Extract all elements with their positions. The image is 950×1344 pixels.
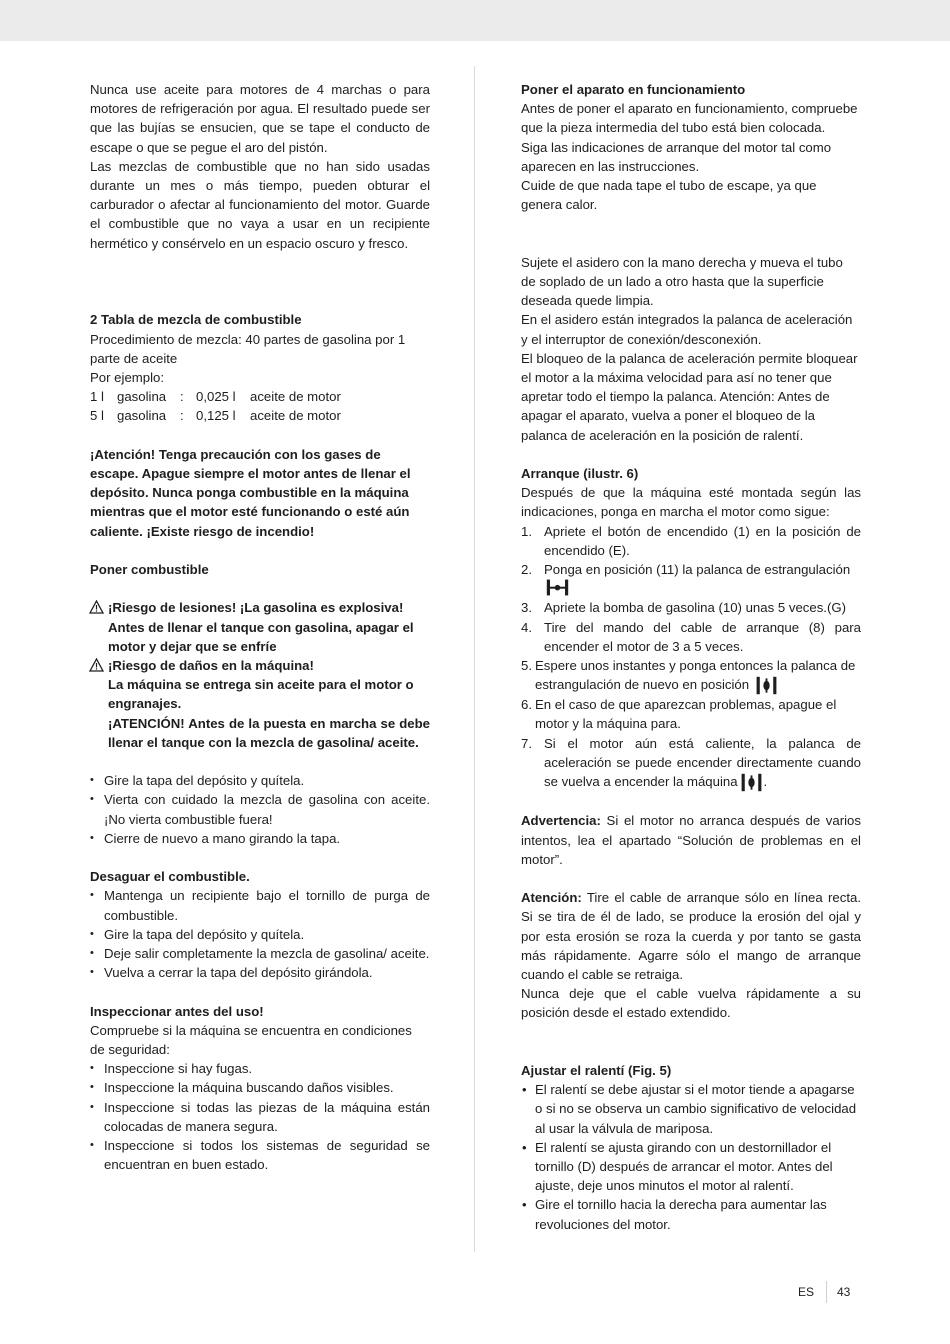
ralenti-heading: Ajustar el ralentí (Fig. 5)	[521, 1062, 672, 1078]
atencion-paragraph: Atención: Tire el cable de arranque sólo en línea recta. Si se tira de él de lado, se produce la erosión del ojal y por esta erosión se roza la cuerda y por tanto se gasta más rápidamente. Agarre sólo el mango de arranque cuando el cable se retraiga.	[521, 890, 861, 982]
inspect-steps	[90, 1059, 430, 1174]
left-column	[90, 80, 430, 1174]
list-item: • Gire la tapa del depósito y quítela.	[90, 925, 430, 944]
mix-example: Por ejemplo:	[90, 370, 165, 386]
list-item: 7. Si el motor aún está caliente, la palanca de aceleración se puede encender directamente cuando se vuelva a encender la máquina .	[521, 734, 861, 792]
footer-language: ES	[798, 1285, 815, 1299]
drain-steps	[90, 886, 430, 982]
list-item: • Mantenga un recipiente bajo el tornillo de purga de combustible.	[90, 886, 430, 924]
arranque-steps	[521, 522, 861, 792]
warning-injury: ¡Riesgo de lesiones! ¡La gasolina es explosiva! Antes de llenar el tanque con gasolina, apagar el motor y dejar que se enfríe	[90, 598, 430, 656]
list-item: 5. Espere unos instantes y ponga entonces la palanca de estrangulación de nuevo en posición	[521, 656, 861, 695]
list-item: • Inspeccione si hay fugas.	[90, 1059, 430, 1078]
inspect-intro: Compruebe si la máquina se encuentra en condiciones de seguridad:	[90, 1022, 412, 1058]
start-paragraph-2: Siga las indicaciones de arranque del motor tal como aparecen en las instrucciones.	[521, 139, 832, 174]
atencion-paragraph-2: Nunca deje que el cable vuelva rápidamente a su posición desde el estado extendido.	[521, 986, 861, 1021]
list-item: • Gire la tapa del depósito y quítela.	[90, 771, 430, 790]
mix-procedure: Procedimiento de mezcla: 40 partes de gasolina por 1 parte de aceite	[90, 331, 406, 366]
intro-paragraph-1: Nunca use aceite para motores de 4 marchas o para motores de refrigeración por agua. El resultado puede ser que las bujías se ensucien, que se tape el conducto de escape o que se pegue el aro del pistón.	[90, 82, 430, 155]
handle-paragraph-3: El bloqueo de la palanca de aceleración permite bloquear el motor a la máxima velocidad para así no tener que apretar todo el tiempo la palanca. Atención: Antes de apagar el aparato, vuelva a poner el bloqueo de la palanca de aceleración en la posición de ralentí.	[521, 350, 858, 443]
list-item: • Vierta con cuidado la mezcla de gasolina con aceite. ¡No vierta combustible fuera!	[90, 790, 430, 828]
list-item: 6. En el caso de que aparezcan problemas, apague el motor y la máquina para.	[521, 697, 837, 732]
list-item: 4. Tire del mando del cable de arranque (8) para encender el motor de 3 a 5 veces.	[521, 619, 861, 654]
exhaust-warning: ¡Atención! Tenga precaución con los gases de escape. Apague siempre el motor antes de llenar el depósito. Nunca ponga combustible en la máquina mientras que el motor esté funcionando o esté aún caliente. ¡Existe riesgo de incendio!	[90, 446, 411, 539]
ralenti-steps	[521, 1080, 861, 1234]
choke-open-icon	[738, 773, 764, 792]
page-number: 43	[837, 1285, 851, 1299]
list-item: • Inspeccione si todas las piezas de la máquina están colocadas de manera segura.	[90, 1098, 430, 1136]
drain-heading: Desaguar el combustible.	[90, 869, 250, 885]
top-bar	[0, 0, 950, 41]
start-paragraph-3: Cuide de que nada tape el tubo de escape, ya que genera calor.	[521, 178, 817, 213]
choke-open-icon	[753, 676, 780, 695]
refuel-heading: Poner combustible	[90, 562, 209, 578]
mix-row: 1 l gasolina : 0,025 l aceite de motor	[90, 389, 341, 405]
start-paragraph-1: Antes de poner el aparato en funcionamiento, compruebe que la pieza intermedia del tubo está bien colocada.	[521, 101, 858, 136]
list-item: • Cierre de nuevo a mano girando la tapa.	[90, 829, 430, 848]
list-item: 1. Apriete el botón de encendido (1) en la posición de encendido (E).	[521, 523, 861, 558]
warning-triangle-icon	[89, 600, 104, 614]
column-divider	[474, 66, 475, 1252]
refuel-steps	[90, 771, 430, 848]
start-heading: Poner el aparato en funcionamiento	[521, 82, 746, 97]
footer-divider	[826, 1281, 827, 1303]
handle-paragraph-2: En el asidero están integrados la palanca de aceleración y el interruptor de conexión/desconexión.	[521, 312, 853, 347]
list-item: 3. Apriete la bomba de gasolina (10) unas 5 veces.(G)	[521, 600, 847, 616]
list-item: • Inspeccione si todos los sistemas de seguridad se encuentran en buen estado.	[90, 1136, 430, 1174]
warning-damage-text: La máquina se entrega sin aceite para el motor o engranajes.	[108, 677, 414, 712]
list-item: • Vuelva a cerrar la tapa del depósito girándola.	[90, 963, 430, 982]
handle-paragraph-1: Sujete el asidero con la mano derecha y mueva el tubo de soplado de un lado a otro hasta que la superficie deseada quede limpia.	[521, 254, 843, 309]
list-item: 2. Ponga en posición (11) la palanca de estrangulación	[521, 560, 861, 598]
arranque-heading: Arranque (ilustr. 6)	[521, 466, 639, 482]
list-item: • Inspeccione la máquina buscando daños visibles.	[90, 1078, 430, 1097]
warning-triangle-icon	[89, 658, 104, 672]
list-item: • El ralentí se ajusta girando con un destornillador el tornillo (D) después de arrancar el motor. Antes del ajuste, deje unos minutos el motor al ralentí.	[521, 1138, 861, 1196]
warning-damage-attention: ¡ATENCIÓN! Antes de la puesta en marcha se debe llenar el tanque con la mezcla de gasolina/ aceite.	[108, 715, 430, 750]
mix-heading: 2 Tabla de mezcla de combustible	[90, 312, 302, 328]
list-item: • Deje salir completamente la mezcla de gasolina/ aceite.	[90, 944, 430, 963]
choke-closed-icon	[544, 578, 571, 597]
advertencia-paragraph: Advertencia: Si el motor no arranca después de varios intentos, lea el apartado “Solución de problemas en el motor”.	[521, 813, 861, 867]
list-item: • Gire el tornillo hacia la derecha para aumentar las revoluciones del motor.	[521, 1195, 861, 1233]
mix-row: 5 l gasolina : 0,125 l aceite de motor	[90, 408, 341, 424]
arranque-intro: Después de que la máquina esté montada según las indicaciones, ponga en marcha el motor como sigue:	[521, 485, 861, 520]
warning-damage: ¡Riesgo de daños en la máquina!	[90, 656, 430, 675]
right-column	[521, 80, 861, 1234]
list-item: • El ralentí se debe ajustar si el motor tiende a apagarse o si no se observa un cambio significativo de velocidad al usar la válvula de mariposa.	[521, 1080, 861, 1138]
intro-paragraph-2: Las mezclas de combustible que no han sido usadas durante un mes o más tiempo, pueden obturar el carburador o afectar al funcionamiento del motor. Guarde el combustible que no vaya a usar en un recipiente hermético y consérvelo en un espacio oscuro y fresco.	[90, 158, 430, 251]
inspect-heading: Inspeccionar antes del uso!	[90, 1003, 264, 1019]
